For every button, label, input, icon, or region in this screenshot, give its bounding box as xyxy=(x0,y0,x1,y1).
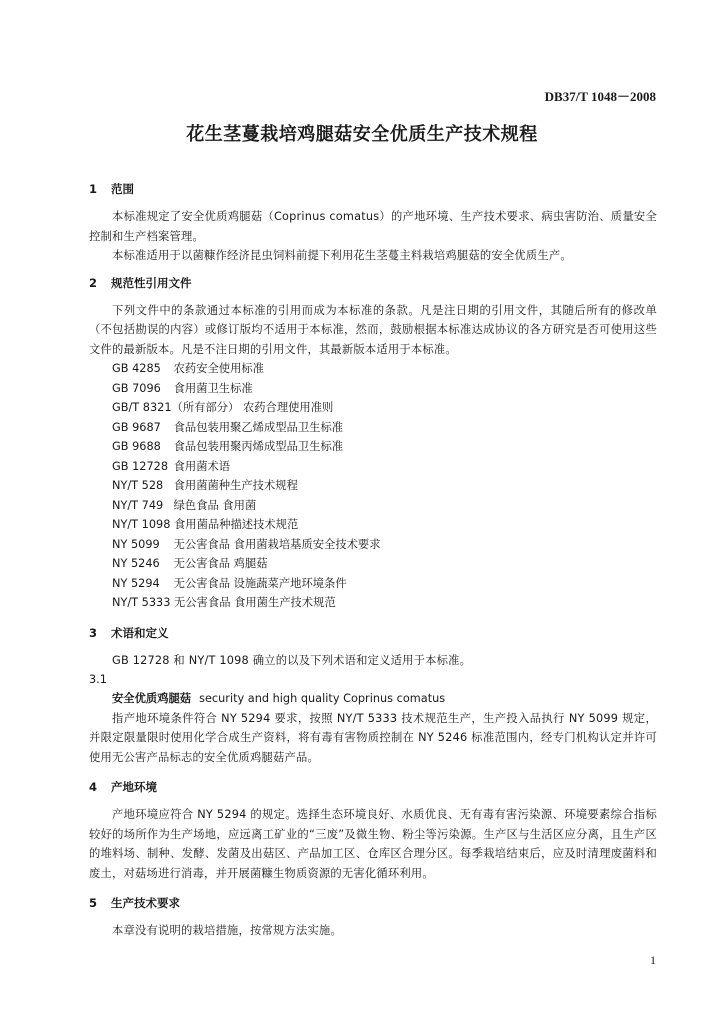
subsection-number: 3.1 xyxy=(89,673,107,686)
section-title: 生产技术要求 xyxy=(111,896,181,910)
term-entry xyxy=(89,689,657,709)
reference-code: NY/T 1098 xyxy=(112,518,171,531)
reference-list xyxy=(89,359,657,613)
section-1-heading xyxy=(89,181,657,197)
paragraph: 下列文件中的条款通过本标准的引用而成为本标准的条款。凡是注日期的引用文件，其随后所有的修改单（不包括勘误的内容）或修订版均不适用于本标准，然而，鼓励根据本标准达成协议的各方研究是否可使用这些文件的最新版本。凡是不注日期的引用文件，其最新版本适用于本标准。 xyxy=(89,303,657,356)
reference-name: 无公害食品 鸡腿菇 xyxy=(173,557,268,570)
reference-name: 食品包装用聚丙烯成型品卫生标准 xyxy=(173,440,344,453)
reference-name: 农药安全使用标准 xyxy=(173,362,264,375)
section-title: 规范性引用文件 xyxy=(111,275,192,290)
section-number: 3 xyxy=(89,625,98,640)
reference-name: 无公害食品 食用菌栽培基质安全技术要求 xyxy=(173,537,381,551)
reference-code: NY/T 749 xyxy=(112,498,164,512)
reference-name: 食用菌卫生标准 xyxy=(173,381,253,395)
section-3-heading xyxy=(89,625,657,641)
reference-name: 无公害食品 食用菌生产技术规范 xyxy=(174,596,336,609)
reference-item xyxy=(89,398,657,418)
reference-item xyxy=(89,359,657,379)
reference-code: GB 7096 xyxy=(112,381,161,395)
paragraph: GB 12728 和 NY/T 1098 确立的以及下列术语和定义适用于本标准。 xyxy=(112,653,472,667)
reference-item xyxy=(89,554,657,574)
reference-code: NY 5294 xyxy=(112,576,160,590)
reference-code: GB 9688 xyxy=(112,440,161,453)
paragraph: 本标准适用于以菌糠作经济昆虫饲料前提下利用花生茎蔓主料栽培鸡腿菇的安全优质生产。 xyxy=(112,249,572,262)
paragraph: 本标准规定了安全优质鸡腿菇（Coprinus comatus）的产地环境、生产技术要求、病虫害防治、质量安全控制和生产档案管理。 xyxy=(89,210,657,243)
reference-code: NY/T 528 xyxy=(112,479,164,492)
reference-item xyxy=(89,476,657,496)
reference-name: 无公害食品 设施蔬菜产地环境条件 xyxy=(173,576,347,590)
section-5-heading xyxy=(89,895,657,911)
reference-code: GB 4285 xyxy=(112,362,161,375)
term-english: security and high quality Coprinus comatus xyxy=(199,692,446,705)
reference-code: NY/T 5333 xyxy=(112,596,171,609)
section-title: 产地环境 xyxy=(111,780,158,794)
reference-item xyxy=(89,574,657,594)
reference-item xyxy=(89,496,657,516)
reference-item xyxy=(89,379,657,399)
section-number: 1 xyxy=(89,182,98,196)
reference-code: NY 5246 xyxy=(112,557,160,570)
reference-name: 食品包装用聚乙烯成型品卫生标准 xyxy=(173,420,344,434)
reference-item xyxy=(89,593,657,613)
section-number: 4 xyxy=(89,780,98,794)
section-2-heading xyxy=(89,275,657,291)
reference-name: 食用菌品种描述技术规范 xyxy=(174,518,299,531)
term-chinese: 安全优质鸡腿菇 xyxy=(112,692,192,705)
reference-item xyxy=(89,535,657,555)
paragraph: 本章没有说明的栽培措施，按常规方法实施。 xyxy=(112,924,342,937)
reference-item xyxy=(89,457,657,477)
section-number: 5 xyxy=(89,896,98,910)
reference-name: 食用菌菌种生产技术规程 xyxy=(173,479,298,492)
term-definition: 指产地环境条件符合 NY 5294 要求，按照 NY/T 5333 技术规范生产，生产投入品执行 NY 5099 规定，并限定限量限时使用化学合成生产资料，将有毒有害物质控制在 NY 5246 标准范围内，经专门机构认定并许可使用无公害产品标志的安全优质鸡腿菇产品。 xyxy=(89,711,657,764)
reference-code: GB 9687 xyxy=(112,420,161,434)
reference-item xyxy=(89,515,657,535)
reference-item xyxy=(89,437,657,457)
section-title: 范围 xyxy=(111,182,135,196)
section-4-heading xyxy=(89,779,657,795)
reference-code: NY 5099 xyxy=(112,537,160,551)
paragraph: 产地环境应符合 NY 5294 的规定。选择生态环境良好、水质优良、无有毒有害污染源、环境要素综合指标较好的场所作为生产场地，应远离工矿业的“三废”及微生物、粉尘等污染源。生产区与生活区应分离，且生产区的堆料场、制种、发酵、发菌及出菇区、产品加工区、仓库区合理分区。每季栽培结束后，应及时清理废菌料和废土，对菇场进行消毒，并开展菌糠生物质资源的无害化循环利用。 xyxy=(89,808,657,880)
reference-code: GB/T 8321（所有部分） xyxy=(112,401,240,414)
reference-item xyxy=(89,418,657,438)
reference-name: 食用菌术语 xyxy=(173,459,231,473)
section-title: 术语和定义 xyxy=(111,625,169,640)
document-title: 花生茎蔓栽培鸡腿菇安全优质生产技术规程 xyxy=(186,124,538,145)
section-number: 2 xyxy=(89,275,98,290)
standard-code: DB37/T 1048－2008 xyxy=(544,89,656,104)
reference-code: GB 12728 xyxy=(112,459,169,473)
reference-name: 农药合理使用准则 xyxy=(242,401,334,414)
document-body xyxy=(89,181,657,941)
reference-name: 绿色食品 食用菌 xyxy=(173,498,257,512)
page-number: 1 xyxy=(650,953,656,967)
